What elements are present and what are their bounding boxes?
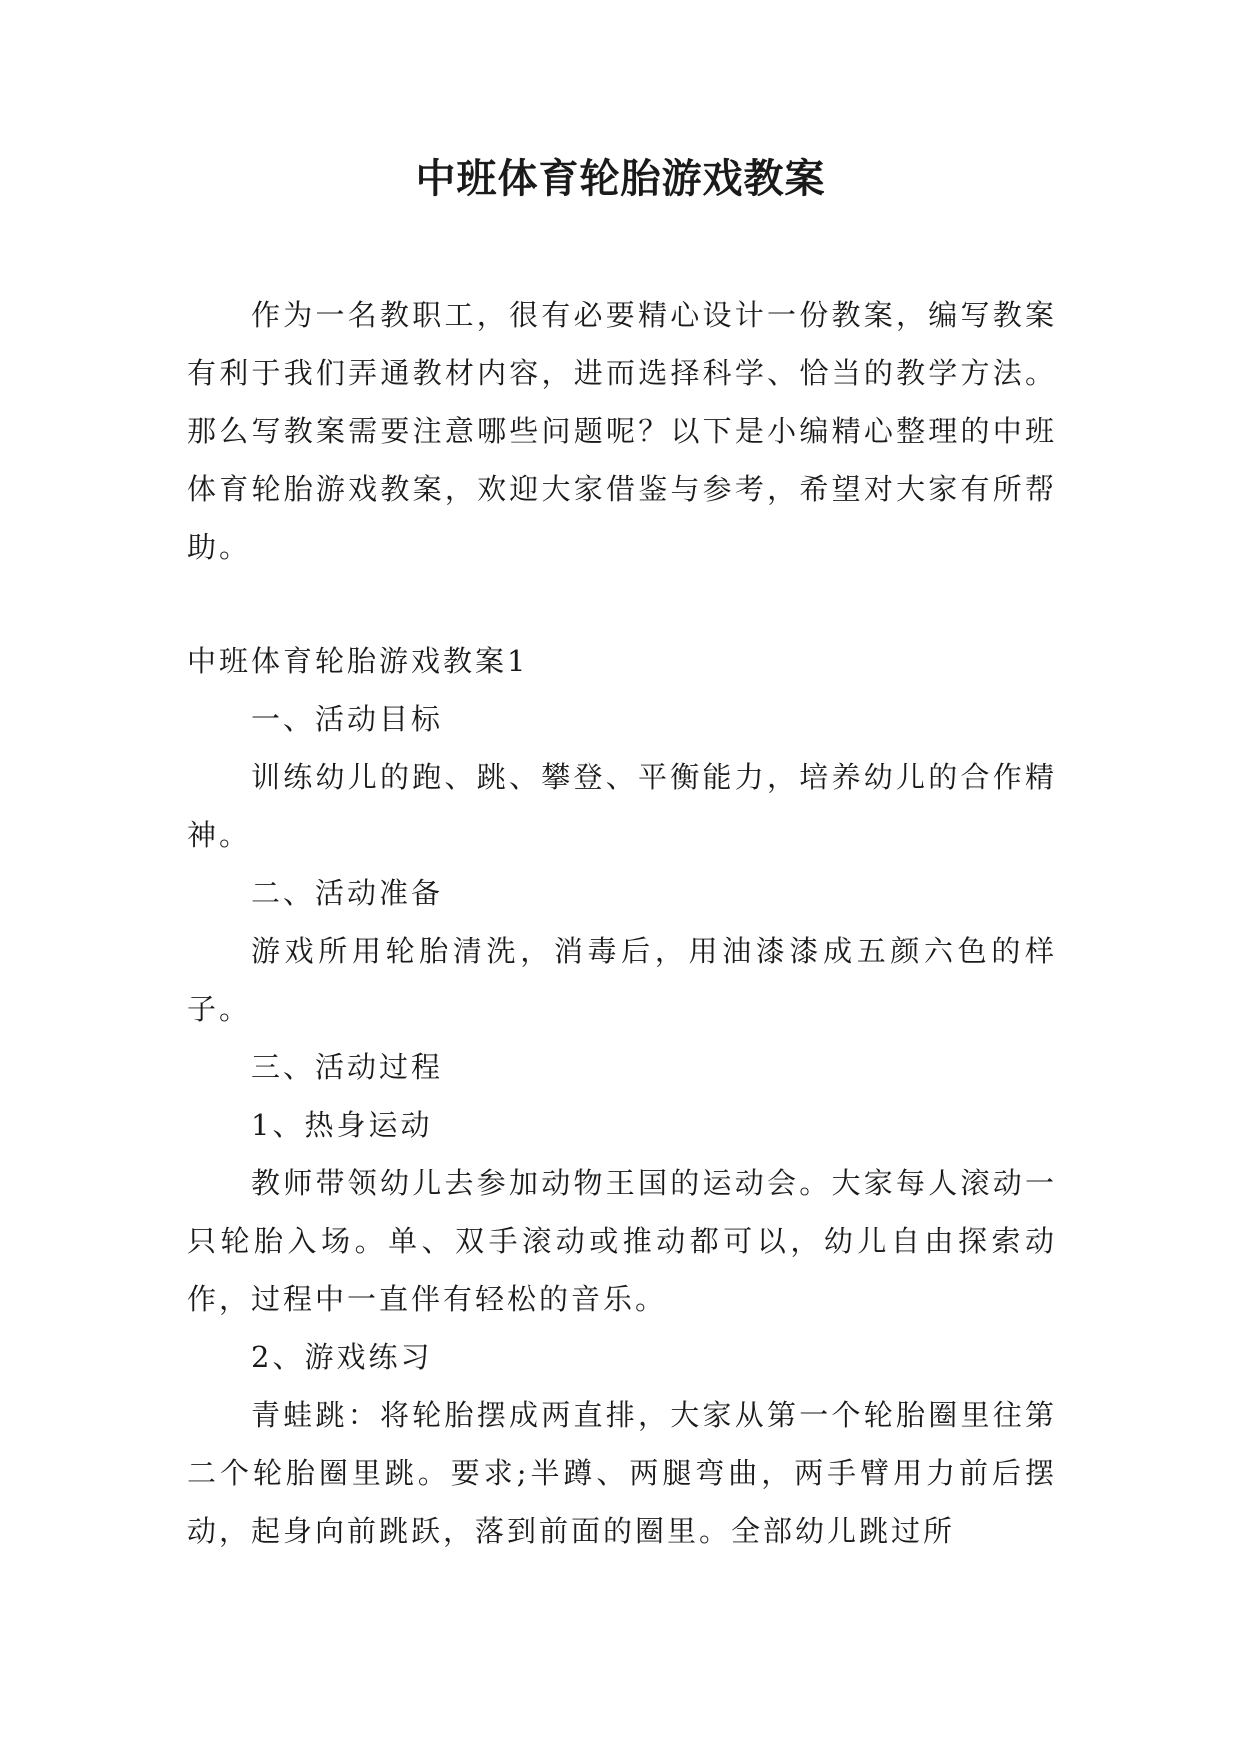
step1-heading: 1、热身运动 bbox=[251, 1108, 433, 1142]
goal-paragraph: 训练幼儿的跑、跳、攀登、平衡能力，培养幼儿的合作精神。 bbox=[187, 760, 1057, 852]
document-title: 中班体育轮胎游戏教案 bbox=[415, 156, 826, 202]
heading-activity-preparation: 二、活动准备 bbox=[251, 876, 444, 910]
step2-heading: 2、游戏练习 bbox=[251, 1340, 433, 1374]
step1-paragraph: 教师带领幼儿去参加动物王国的运动会。大家每人滚动一只轮胎入场。单、双手滚动或推动都可以，幼儿自由探索动作，过程中一直伴有轻松的音乐。 bbox=[187, 1166, 1057, 1316]
spacer bbox=[187, 576, 1057, 632]
document-body bbox=[187, 286, 1057, 1560]
section-title: 中班体育轮胎游戏教案1 bbox=[187, 644, 529, 678]
step2-paragraph: 青蛙跳：将轮胎摆成两直排，大家从第一个轮胎圈里往第二个轮胎圈里跳。要求;半蹲、两腿弯曲，两手臂用力前后摆动，起身向前跳跃，落到前面的圈里。全部幼儿跳过所 bbox=[187, 1398, 1057, 1548]
preparation-paragraph: 游戏所用轮胎清洗，消毒后，用油漆漆成五颜六色的样子。 bbox=[187, 934, 1057, 1026]
heading-activity-process: 三、活动过程 bbox=[251, 1050, 444, 1084]
intro-paragraph: 作为一名教职工，很有必要精心设计一份教案，编写教案有利于我们弄通教材内容，进而选择科学、恰当的教学方法。那么写教案需要注意哪些问题呢？以下是小编精心整理的中班体育轮胎游戏教案，欢迎大家借鉴与参考，希望对大家有所帮助。 bbox=[187, 298, 1057, 564]
heading-activity-goal: 一、活动目标 bbox=[251, 702, 444, 736]
